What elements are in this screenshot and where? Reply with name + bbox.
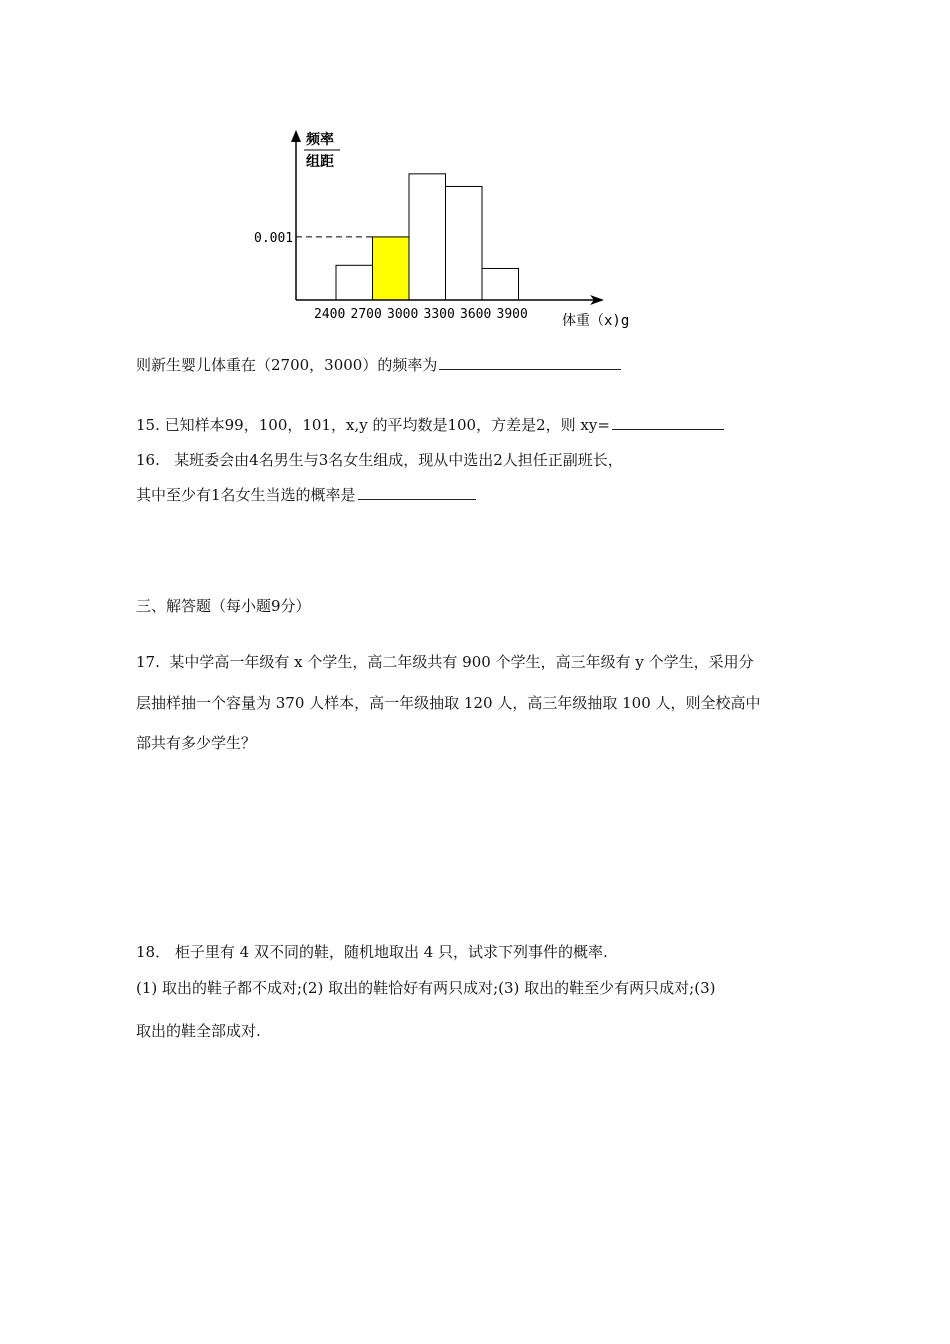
y-label-top: 频率 <box>306 132 334 148</box>
q18-number: 18． <box>136 943 171 961</box>
x-tick-2700: 2700 <box>350 307 382 322</box>
q15-number: 15. <box>136 416 160 434</box>
x-tick-labels <box>314 307 528 322</box>
q15-text: 已知样本99，100，101，x,y 的平均数是100，方差是2，则 xy= <box>164 416 610 434</box>
q17-number: 17. <box>136 653 160 671</box>
histogram-bar-2400-2700 <box>336 265 373 300</box>
question-17-line2 <box>136 693 761 713</box>
q14-answer-blank[interactable] <box>439 354 621 370</box>
x-tick-3600: 3600 <box>460 307 492 322</box>
question-17-line3 <box>136 733 256 753</box>
question-18-line2 <box>136 978 715 998</box>
question-18-line3 <box>136 1021 261 1041</box>
weight-histogram <box>240 120 660 340</box>
q18-text-line2: (1) 取出的鞋子都不成对;(2) 取出的鞋恰好有两只成对;(3) 取出的鞋至少有两只成对;(3) <box>136 979 716 997</box>
q16-text-line2: 其中至少有1名女生当选的概率是 <box>136 486 356 504</box>
histogram-bar-3600-3900 <box>482 268 519 300</box>
y-label-bottom: 组距 <box>306 154 334 170</box>
question-15 <box>136 414 724 435</box>
question-16-line2 <box>136 484 476 505</box>
y-tick-label: 0.001 <box>254 230 294 246</box>
q16-number: 16. <box>136 451 160 469</box>
x-axis-label: 体重（x)g <box>562 313 630 329</box>
q18-text-line3: 取出的鞋全部成对. <box>136 1022 261 1040</box>
q17-text-line2: 层抽样抽一个容量为 370 人样本，高一年级抽取 120 人，高三年级抽取 100 人，则全校高中 <box>136 694 761 712</box>
x-tick-3900: 3900 <box>496 307 528 322</box>
q14-text: 则新生婴儿体重在（2700，3000）的频率为 <box>136 356 438 374</box>
x-tick-3000: 3000 <box>387 307 419 322</box>
histogram-bar-2700-3000 <box>373 237 410 300</box>
section-3-title <box>136 596 311 616</box>
histogram-bar-3300-3600 <box>446 186 483 300</box>
histogram-bars <box>336 174 519 300</box>
question-18-line1 <box>136 942 608 962</box>
y-axis-arrow <box>291 130 301 142</box>
q17-text-line3: 部共有多少学生？ <box>136 734 257 752</box>
q14-answer-line <box>136 354 621 375</box>
histogram-bar-3000-3300 <box>409 174 446 300</box>
q16-text-line1: 某班委会由4名男生与3名女生组成，现从中选出2人担任正副班长， <box>174 451 623 469</box>
x-tick-3300: 3300 <box>423 307 455 322</box>
q15-answer-blank[interactable] <box>612 414 724 430</box>
x-tick-2400: 2400 <box>314 307 346 322</box>
q17-text-line1: 某中学高一年级有 x 个学生，高二年级共有 900 个学生，高三年级有 y 个学生，采用分 <box>169 653 754 671</box>
question-17-line1 <box>136 652 754 672</box>
q16-answer-blank[interactable] <box>358 484 476 500</box>
section-3-heading: 三、解答题（每小题9分） <box>136 597 311 615</box>
q18-text-line1: 柜子里有 4 双不同的鞋，随机地取出 4 只，试求下列事件的概率. <box>174 943 608 961</box>
question-16-line1 <box>136 450 623 470</box>
